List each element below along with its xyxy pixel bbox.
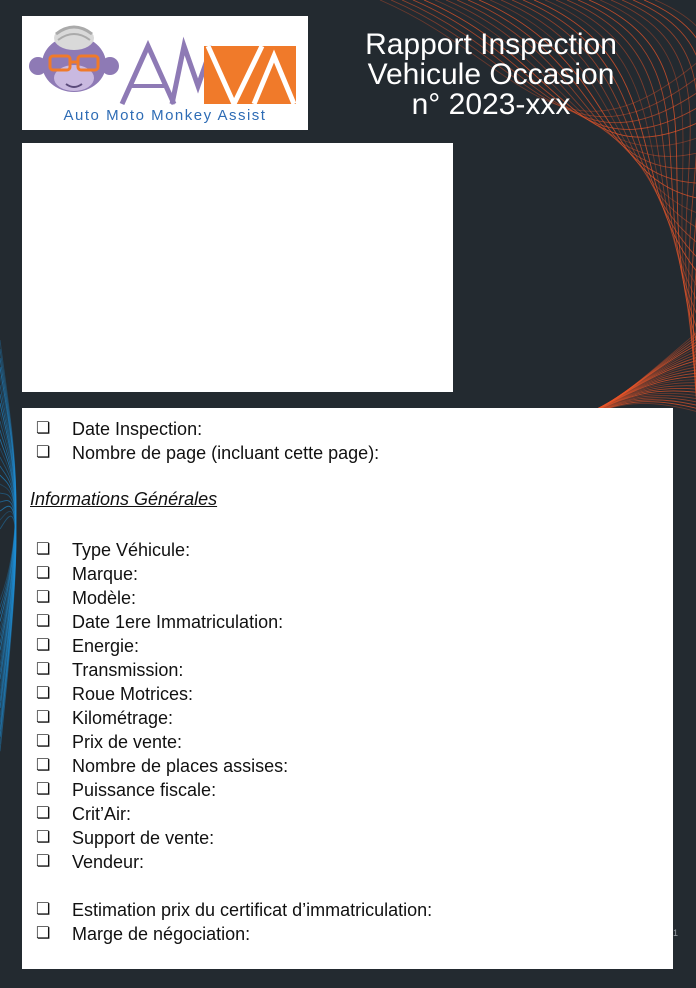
field-label-seller: Vendeur:: [72, 852, 145, 872]
report-title: [318, 30, 664, 120]
checkbox-icon[interactable]: ❏: [36, 805, 51, 822]
checkbox-icon[interactable]: ❏: [36, 829, 51, 846]
checkbox-icon[interactable]: ❏: [36, 685, 51, 702]
field-label-model: Modèle:: [72, 588, 137, 608]
field-label-price: Prix de vente:: [72, 732, 183, 752]
checkbox-icon[interactable]: ❏: [36, 925, 51, 942]
title-line-2: Vehicule Occasion: [367, 58, 615, 91]
checkbox-icon[interactable]: ❏: [36, 420, 51, 437]
field-label-registration-cost: Estimation prix du certificat d’immatriculation:: [72, 900, 433, 920]
field-label-mileage: Kilométrage:: [72, 708, 174, 728]
field-label-sales-support: Support de vente:: [72, 828, 215, 848]
checkbox-icon[interactable]: ❏: [36, 661, 51, 678]
checkbox-icon[interactable]: ❏: [36, 733, 51, 750]
field-label-transmission: Transmission:: [72, 660, 184, 680]
field-label-registration-date: Date 1ere Immatriculation:: [72, 612, 284, 632]
checkbox-icon[interactable]: ❏: [36, 613, 51, 630]
field-label-type: Type Véhicule:: [72, 540, 191, 560]
inspection-form: [22, 408, 673, 969]
field-label-brand: Marque:: [72, 564, 139, 584]
title-line-1: Rapport Inspection: [365, 28, 617, 61]
company-logo: [22, 16, 308, 130]
field-label-seats: Nombre de places assises:: [72, 756, 289, 776]
field-label-critair: Crit’Air:: [72, 804, 131, 824]
checkbox-icon[interactable]: ❏: [36, 781, 51, 798]
checkbox-icon[interactable]: ❏: [36, 589, 51, 606]
checkbox-icon[interactable]: ❏: [36, 709, 51, 726]
field-label-fiscal-power: Puissance fiscale:: [72, 780, 217, 800]
title-line-3: n° 2023-xxx: [411, 88, 571, 121]
field-label-negotiation-margin: Marge de négociation:: [72, 924, 251, 944]
section-title: Informations Générales: [30, 489, 218, 509]
checkbox-icon[interactable]: ❏: [36, 541, 51, 558]
field-label-energy: Energie:: [72, 636, 140, 656]
field-label-drive-wheels: Roue Motrices:: [72, 684, 194, 704]
checkbox-icon[interactable]: ❏: [36, 901, 51, 918]
checkbox-icon[interactable]: ❏: [36, 565, 51, 582]
checkbox-icon[interactable]: ❏: [36, 444, 51, 461]
checkbox-icon[interactable]: ❏: [36, 637, 51, 654]
page-number: 1: [673, 928, 679, 938]
vehicle-photo-placeholder: [22, 143, 453, 392]
field-label-page-count: Nombre de page (incluant cette page):: [72, 443, 380, 463]
logo-tagline: Auto Moto Monkey Assist: [63, 107, 267, 124]
checkbox-icon[interactable]: ❏: [36, 757, 51, 774]
field-label-date-inspection: Date Inspection:: [72, 419, 203, 439]
checkbox-icon[interactable]: ❏: [36, 853, 51, 870]
